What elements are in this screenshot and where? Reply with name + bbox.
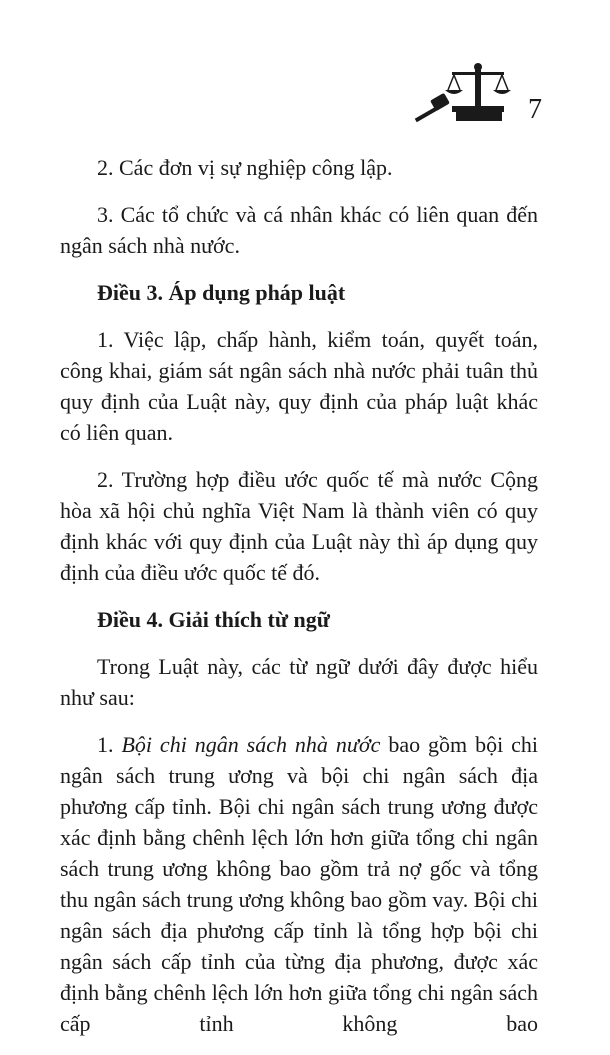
item-number: 1. — [97, 732, 122, 757]
article-heading: Điều 3. Áp dụng pháp luật — [97, 280, 346, 305]
article-heading: Điều 4. Giải thích từ ngữ — [97, 607, 330, 632]
defined-term: Bội chi ngân sách nhà nước — [121, 732, 381, 757]
paragraph: 2. Các đơn vị sự nghiệp công lập. — [97, 155, 393, 180]
paragraph: Trong Luật này, các từ ngữ dưới đây được hiểu như sau: — [60, 654, 538, 710]
paragraph: 1. Việc lập, chấp hành, kiểm toán, quyết toán, công khai, giám sát ngân sách nhà nước phải tuân thủ quy định của Luật này, quy định của pháp luật khác có liên quan. — [60, 327, 538, 445]
page-number: 7 — [528, 94, 542, 125]
scales-of-justice-icon — [412, 58, 512, 126]
document-body — [60, 152, 538, 1055]
definition-text: bao gồm bội chi ngân sách trung ương và bội chi ngân sách địa phương cấp tỉnh. Bội chi ngân sách trung ương được xác định bằng chênh lệch lớn hơn giữa tổng chi ngân sách trung ương không bao gồm trả nợ gốc và tổng thu ngân sách trung ương không bao gồm vay. Bội chi ngân sách địa phương cấp tỉnh là tổng hợp bội chi ngân sách cấp tỉnh của từng địa phương, được xác định bằng chênh lệch lớn hơn giữa tổng chi ngân sách cấp tỉnh không bao — [60, 732, 539, 1036]
definition-paragraph — [60, 729, 538, 1039]
paragraph: 2. Trường hợp điều ước quốc tế mà nước Cộng hòa xã hội chủ nghĩa Việt Nam là thành viên có quy định khác với quy định của Luật này thì áp dụng quy định của điều ước quốc tế đó. — [60, 467, 538, 585]
paragraph: 3. Các tổ chức và cá nhân khác có liên quan đến ngân sách nhà nước. — [60, 202, 538, 258]
page-header — [412, 58, 542, 128]
